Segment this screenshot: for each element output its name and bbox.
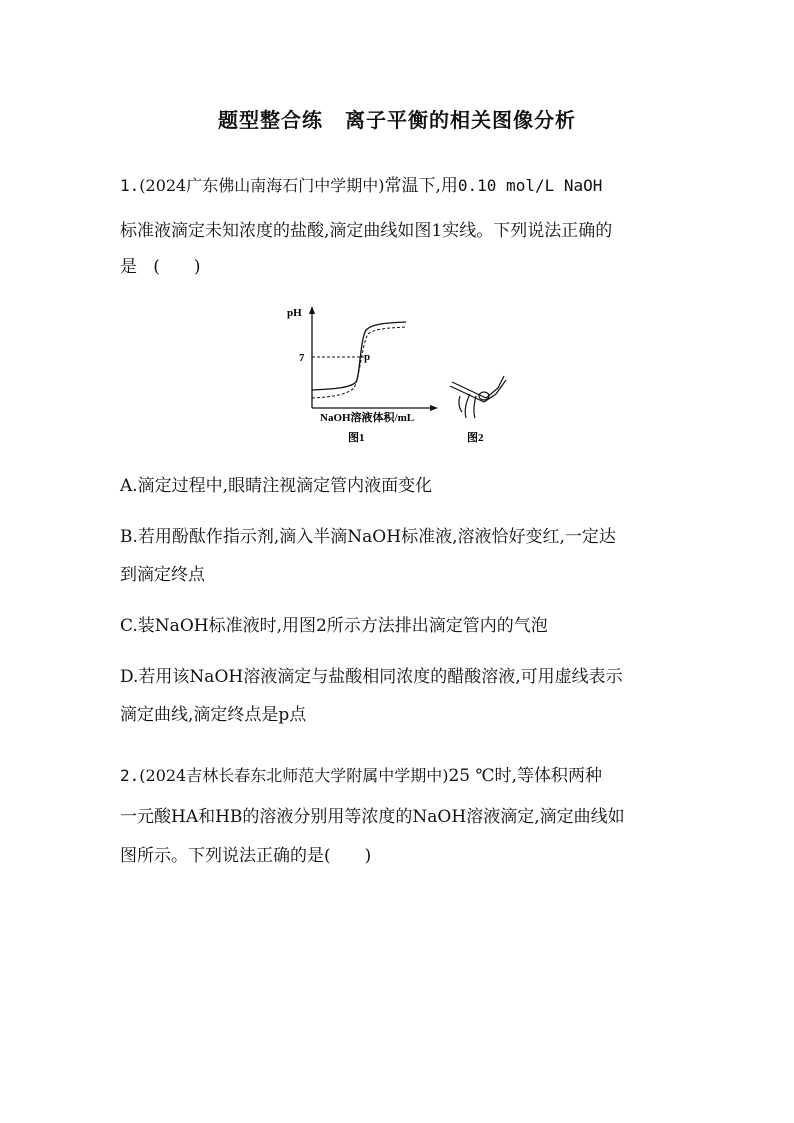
- q1-line3: [120, 247, 680, 288]
- q2-line2: 一元酸HA和HB的溶液分别用等浓度的NaOH溶液滴定,滴定曲线如: [120, 807, 625, 827]
- q2-line3: [120, 836, 680, 877]
- title-part1: 题型整合练: [218, 108, 323, 132]
- q1-line3-text: 是: [120, 257, 137, 277]
- q1-concentration: 0.10 mol/L NaOH: [457, 176, 603, 195]
- x-axis-arrow: [430, 405, 438, 411]
- titration-figure-svg: [284, 298, 524, 450]
- point-p-label: p: [364, 351, 371, 363]
- figure1-caption: 图1: [348, 432, 365, 444]
- page-title: [0, 104, 794, 133]
- q2-number: 2.: [120, 766, 140, 785]
- q1-source: (2024广东佛山南海石门中学期中): [139, 176, 385, 195]
- q2-line1-text: 25 ℃时,等体积两种: [448, 766, 602, 786]
- q2-line1: [120, 755, 680, 797]
- y-axis-arrow: [309, 306, 315, 314]
- q1-option-d: D.若用该NaOH溶液滴定与盐酸相同浓度的醋酸溶液,可用虚线表示: [120, 667, 623, 687]
- dashed-titration-curve: [312, 327, 406, 398]
- q1-option-c: C.装NaOH标准液时,用图2所示方法排出滴定管内的气泡: [120, 616, 548, 636]
- burette-sketch-icon: [450, 376, 506, 418]
- q1-number: 1.: [120, 176, 140, 195]
- solid-titration-curve: [312, 322, 406, 390]
- q1-line1-text: 常温下,用: [384, 176, 458, 196]
- q1-answer-paren-close: ): [193, 257, 201, 277]
- figure2-caption: 图2: [467, 432, 484, 444]
- titration-figure: [284, 298, 524, 450]
- q1-line1: [120, 165, 680, 207]
- q1-option-d-cont: 滴定曲线,滴定终点是p点: [120, 705, 307, 725]
- x-axis-label: NaOH溶液体积/mL: [320, 412, 415, 424]
- y-axis-label: pH: [287, 307, 302, 319]
- q2-source: (2024吉林长春东北师范大学附属中学期中): [139, 766, 449, 785]
- q1-option-b: B.若用酚酞作指示剂,滴入半滴NaOH标准液,溶液恰好变红,一定达: [120, 527, 616, 547]
- q2-answer-paren-close: ): [364, 846, 372, 866]
- q1-answer-paren-open: (: [153, 257, 160, 277]
- title-part2: 离子平衡的相关图像分析: [345, 108, 576, 132]
- q1-option-a: A.滴定过程中,眼睛注视滴定管内液面变化: [120, 476, 433, 496]
- q1-option-b-cont: 到滴定终点: [120, 565, 205, 585]
- y-tick-label-7: 7: [299, 352, 305, 364]
- q2-line3-text: 图所示。下列说法正确的是(: [120, 846, 331, 866]
- q1-line2: 标准液滴定未知浓度的盐酸,滴定曲线如图1实线。下列说法正确的: [120, 221, 613, 241]
